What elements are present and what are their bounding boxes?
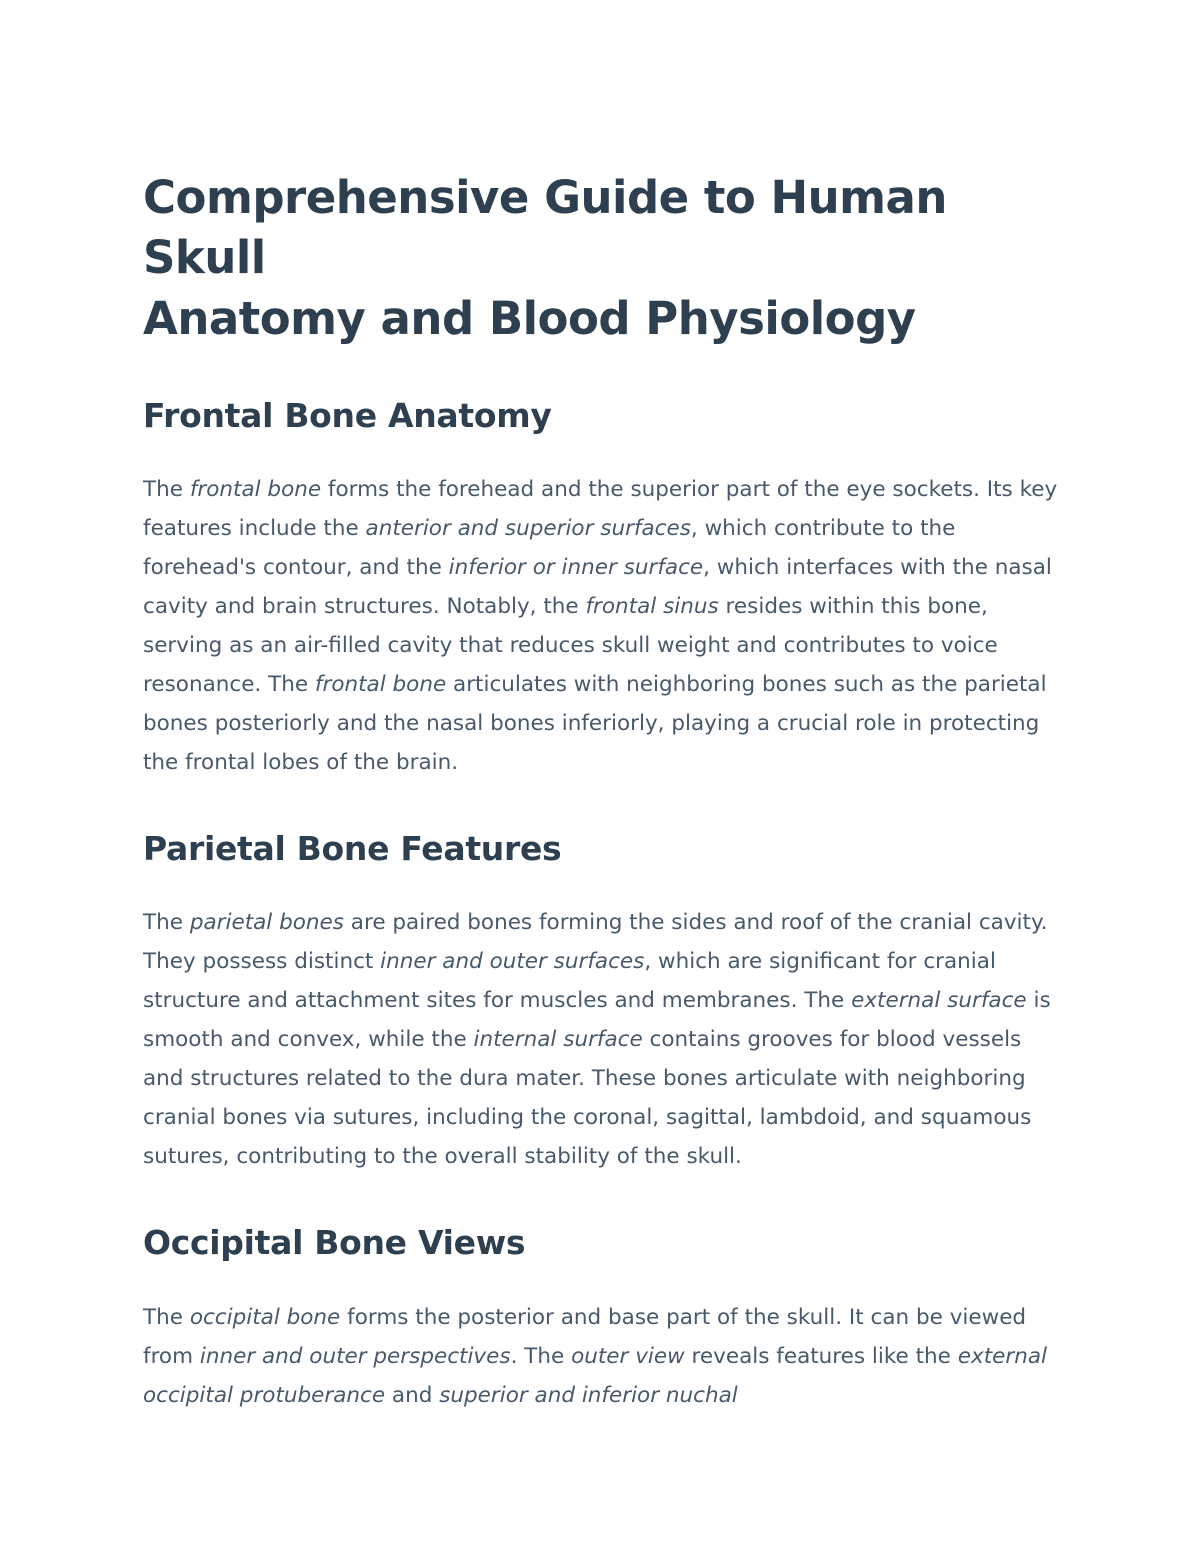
text-run: is smooth and convex, while the xyxy=(143,988,1051,1053)
section-paragraph xyxy=(143,470,1058,782)
title-line: Comprehensive Guide to Human Skull xyxy=(143,171,947,285)
section-heading: Parietal Bone Features xyxy=(143,829,562,869)
text-run: , which contribute to the forehead's contour, and the xyxy=(143,516,956,581)
text-run: The xyxy=(143,477,190,503)
italic-text-run: external occipital protuberance xyxy=(143,1343,1047,1408)
section-heading: Occipital Bone Views xyxy=(143,1223,526,1263)
text-run: forms the forehead and the superior part of the eye sockets. Its key features include the xyxy=(143,477,1058,542)
sections-container xyxy=(143,395,1060,1415)
text-run: . The xyxy=(510,1343,572,1369)
section-paragraph xyxy=(143,903,1058,1176)
title-line: Anatomy and Blood Physiology xyxy=(143,291,916,345)
italic-text-run: frontal sinus xyxy=(585,594,719,620)
text-run: The xyxy=(143,910,190,936)
text-run: , which are significant for cranial structure and attachment sites for muscles and membranes. The xyxy=(143,949,996,1014)
text-run: reveals features like the xyxy=(684,1343,958,1369)
italic-text-run: inferior or inner surface xyxy=(448,555,704,581)
italic-text-run: inner and outer surfaces xyxy=(380,949,645,975)
text-run: and xyxy=(385,1382,440,1408)
text-run: forms the posterior and base part of the skull. It can be viewed from xyxy=(143,1304,1027,1369)
italic-text-run: internal surface xyxy=(473,1027,643,1053)
italic-text-run: outer view xyxy=(571,1343,685,1369)
text-run: resides within this bone, serving as an air-filled cavity that reduces skull weight and contributes to voice resonance. The xyxy=(143,594,998,698)
section-heading: Frontal Bone Anatomy xyxy=(143,395,552,435)
section-paragraph xyxy=(143,1298,1058,1415)
document-title xyxy=(143,168,1060,349)
italic-text-run: occipital bone xyxy=(189,1304,341,1330)
italic-text-run: superior and inferior nuchal xyxy=(439,1382,738,1408)
italic-text-run: frontal bone xyxy=(189,477,322,503)
italic-text-run: parietal bones xyxy=(189,910,344,936)
italic-text-run: inner and outer perspectives xyxy=(199,1343,511,1369)
text-run: The xyxy=(143,1304,190,1330)
text-run: contains grooves for blood vessels and structures related to the dura mater. These bones articulate with neighboring cranial bones via sutures, including the coronal, sagittal, lambdoid, and squamous sutures, contributing to the overall stability of the skull. xyxy=(143,1027,1032,1170)
text-run: , which interfaces with the nasal cavity and brain structures. Notably, the xyxy=(143,555,1052,620)
text-run: are paired bones forming the sides and roof of the cranial cavity. They possess distinct xyxy=(143,910,1048,975)
italic-text-run: frontal bone xyxy=(314,672,447,698)
text-run: articulates with neighboring bones such as the parietal bones posteriorly and the nasal bones inferiorly, playing a crucial role in protecting the frontal lobes of the brain. xyxy=(143,672,1047,776)
italic-text-run: external surface xyxy=(851,988,1027,1014)
italic-text-run: anterior and superior surfaces xyxy=(365,516,691,542)
